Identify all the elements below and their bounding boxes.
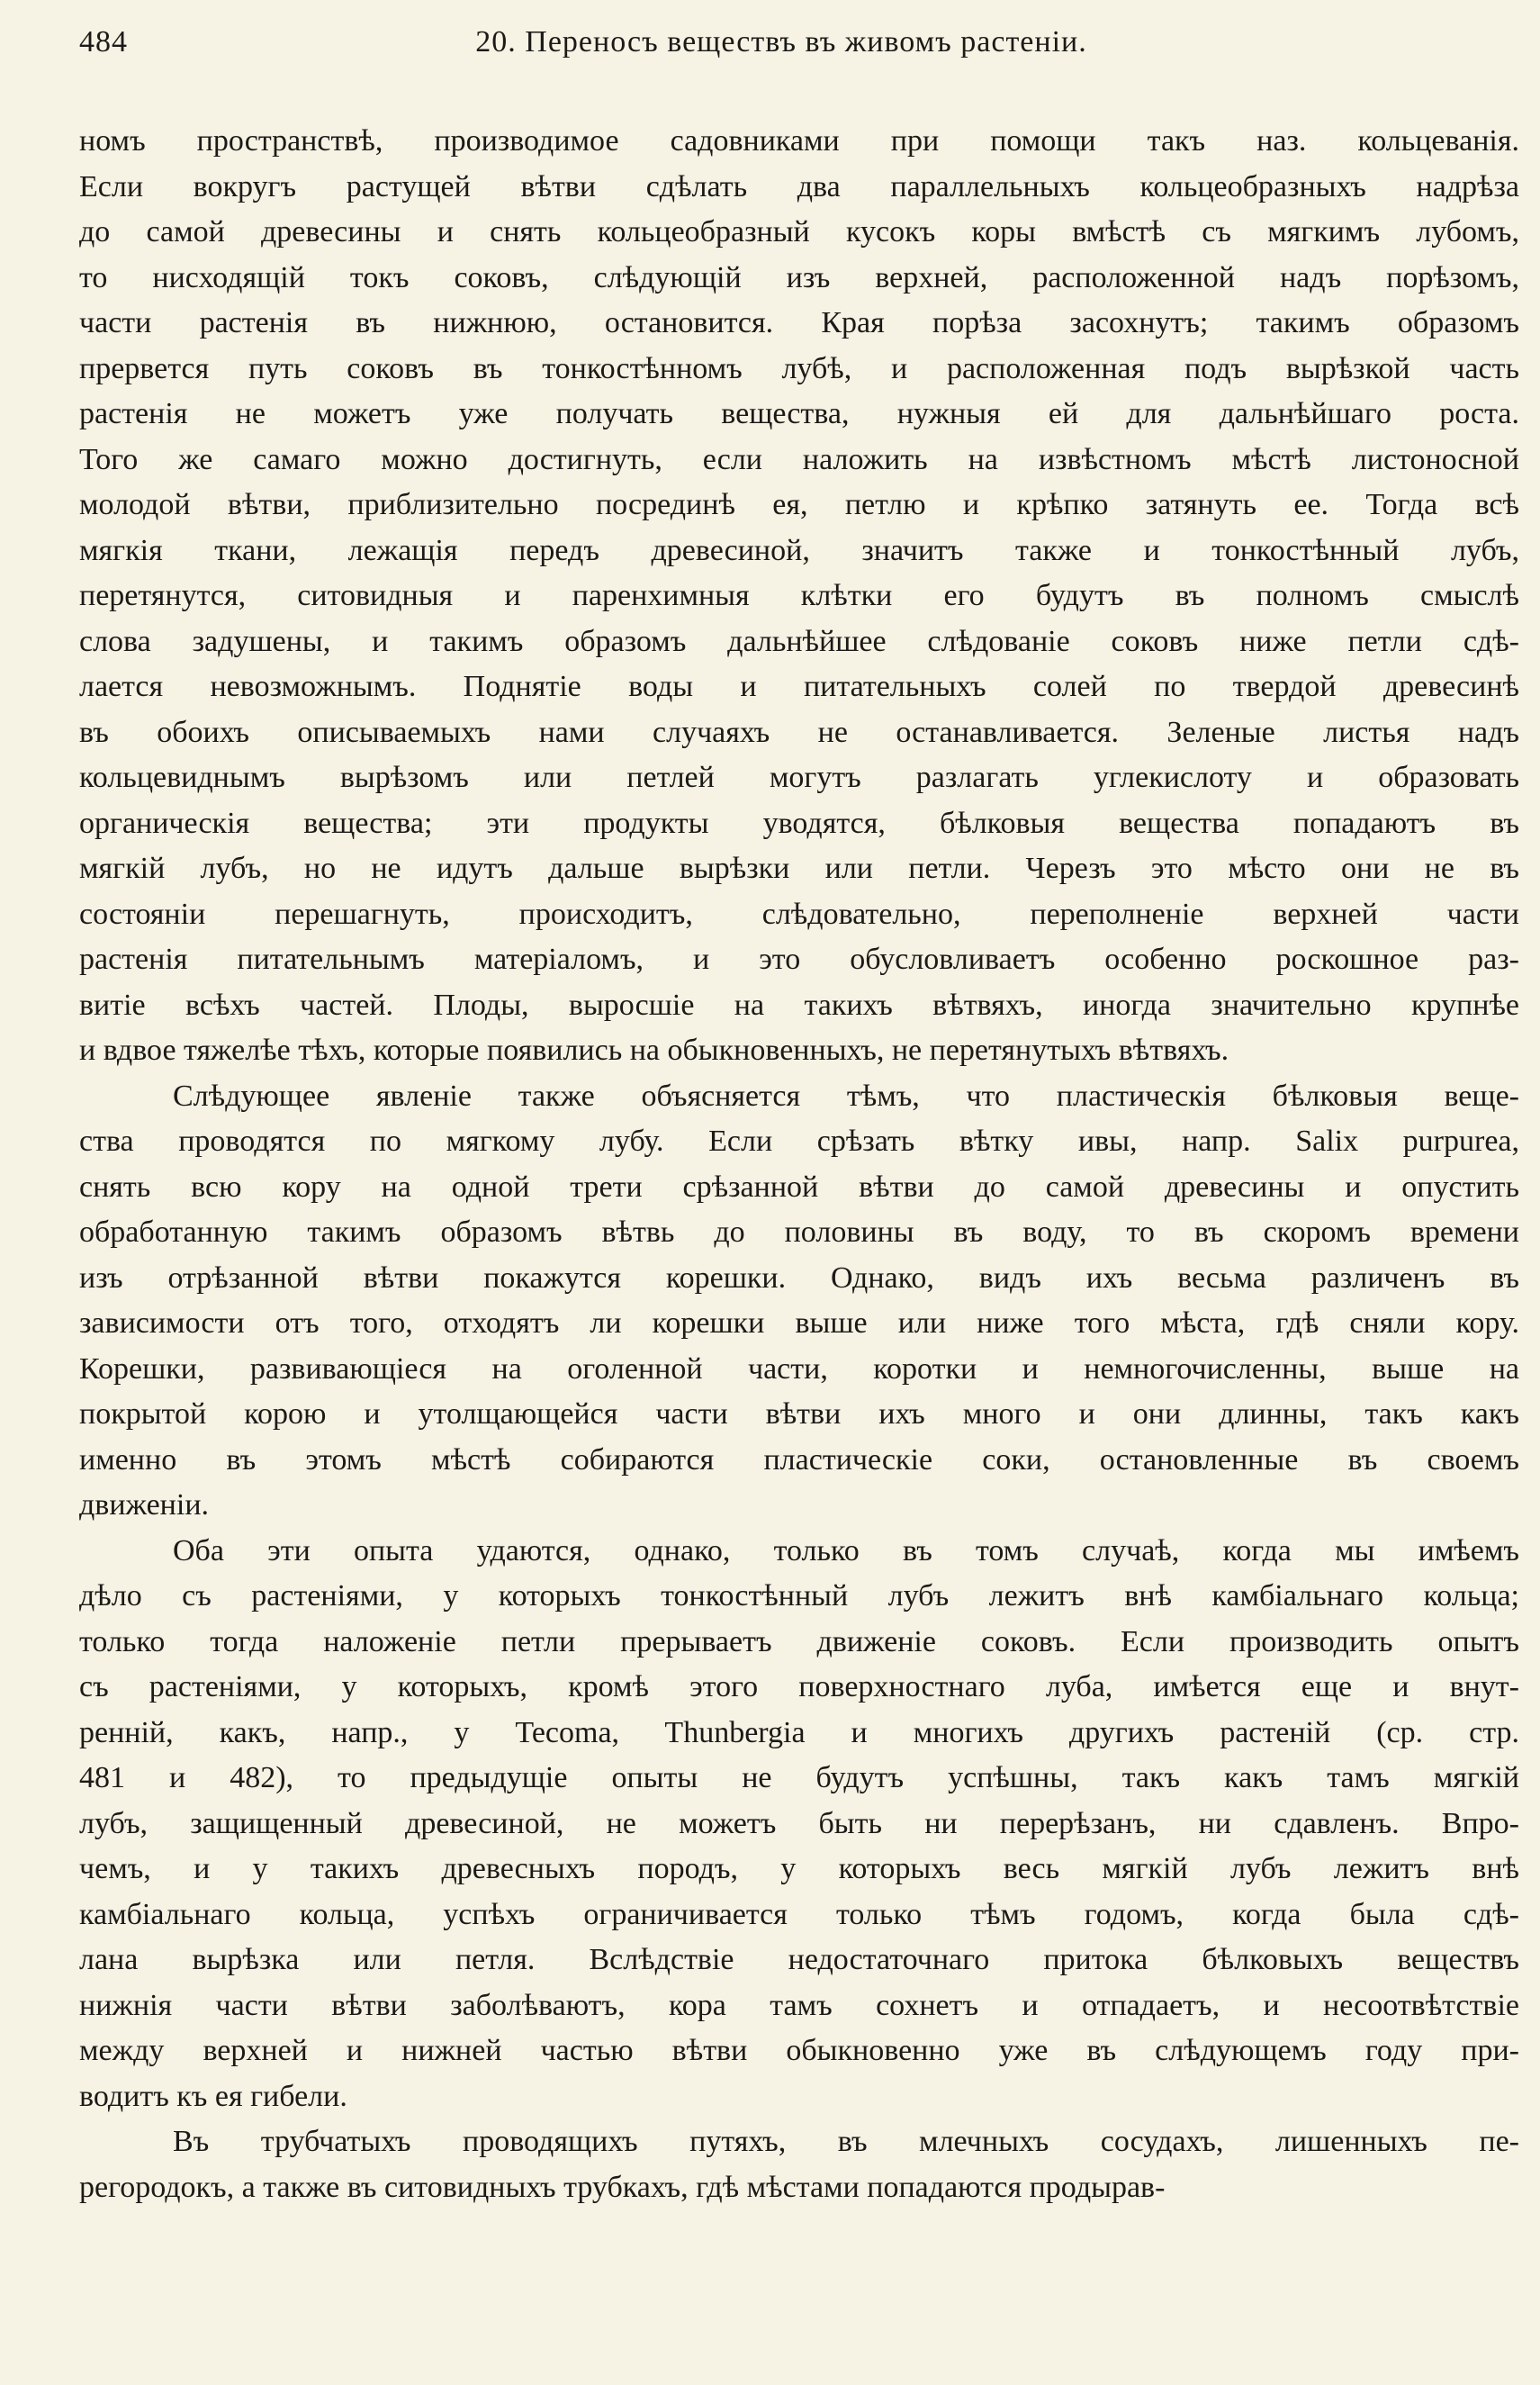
text-line: лубъ, защищенный древесиной, не можетъ быть ни перерѣзанъ, ни сдавленъ. Впро-: [79, 1806, 1519, 1840]
text-line: растенія питательнымъ матеріаломъ, и это обусловливаетъ особенно роскошное раз-: [79, 943, 1519, 976]
text-line: перетянутся, ситовидныя и паренхимныя клѣтки его будутъ въ полномъ смыслѣ: [79, 579, 1519, 612]
text-line: Корешки, развивающіеся на оголенной части, коротки и немногочисленны, выше на: [79, 1351, 1519, 1386]
text-line: ства проводятся по мягкому лубу. Если срѣзать вѣтку ивы, напр. Salix purpurea,: [79, 1125, 1519, 1158]
text-line: снять всю кору на одной трети срѣзанной вѣтви до самой древесины и опустить: [79, 1170, 1519, 1204]
page-number: 484: [79, 25, 128, 59]
text-line: между верхней и нижней частью вѣтви обыкновенно уже въ слѣдующемъ году при-: [79, 2034, 1519, 2067]
text-line: и вдвое тяжелѣе тѣхъ, которые появились на обыкновенныхъ, не перетянутыхъ вѣтвяхъ.: [79, 1034, 1229, 1067]
text-line: лается невозможнымъ. Поднятіе воды и питательныхъ солей по твердой древесинѣ: [79, 670, 1519, 703]
text-line: обработанную такимъ образомъ вѣтвь до половины въ воду, то въ скоромъ времени: [79, 1215, 1519, 1249]
text-line: до самой древесины и снять кольцеобразный кусокъ коры вмѣстѣ съ мягкимъ лубомъ,: [79, 215, 1519, 248]
text-line: витіе всѣхъ частей. Плоды, выросшіе на такихъ вѣтвяхъ, иногда значительно крупнѣе: [79, 988, 1519, 1022]
text-line: зависимости отъ того, отходятъ ли корешки выше или ниже того мѣста, гдѣ сняли кору.: [79, 1306, 1519, 1340]
text-line: состояніи перешагнуть, происходитъ, слѣдовательно, переполненіе верхней части: [79, 897, 1519, 931]
text-line: мягкія ткани, лежащія передъ древесиной, значитъ также и тонкостѣнный лубъ,: [79, 533, 1519, 567]
text-line: Слѣдующее явленіе также объясняется тѣмъ, что пластическія бѣлковыя веще-: [173, 1079, 1519, 1113]
text-line: то нисходящій токъ соковъ, слѣдующій изъ верхней, расположенной надъ порѣзомъ,: [79, 260, 1519, 294]
text-line: 481 и 482), то предыдущіе опыты не будутъ успѣшны, такъ какъ тамъ мягкій: [79, 1761, 1519, 1794]
text-line: Если вокругъ растущей вѣтви сдѣлать два параллельныхъ кольцеобразныхъ надрѣза: [79, 169, 1519, 203]
text-line: именно въ этомъ мѣстѣ собираются пластическіе соки, остановленные въ своемъ: [79, 1442, 1519, 1477]
text-line: дѣло съ растеніями, у которыхъ тонкостѣнный лубъ лежитъ внѣ камбіальнаго кольца;: [79, 1579, 1519, 1613]
page-header: [79, 25, 1483, 79]
text-line: камбіальнаго кольца, успѣхъ ограничивается только тѣмъ годомъ, когда была сдѣ-: [79, 1897, 1519, 1931]
text-line: номъ пространствѣ, производимое садовниками при помощи такъ наз. кольцеванія.: [79, 124, 1519, 158]
text-line: только тогда наложеніе петли прерываетъ движеніе соковъ. Если производить опытъ: [79, 1624, 1519, 1658]
text-line: въ обоихъ описываемыхъ нами случаяхъ не останавливается. Зеленые листья надъ: [79, 715, 1519, 749]
text-line: части растенія въ нижнюю, остановится. Края порѣза засохнутъ; такимъ образомъ: [79, 306, 1519, 339]
text-line: изъ отрѣзанной вѣтви покажутся корешки. Однако, видъ ихъ весьма различенъ въ: [79, 1260, 1519, 1295]
paragraph: [79, 2119, 1519, 2210]
paragraph: [79, 1074, 1519, 1529]
paragraph: [79, 1529, 1519, 2120]
text-line: прервется путь соковъ въ тонкостѣнномъ лубѣ, и расположенная подъ вырѣзкой часть: [79, 351, 1519, 385]
text-line: Оба эти опыта удаются, однако, только въ томъ случаѣ, когда мы имѣемъ: [173, 1533, 1519, 1567]
text-line: молодой вѣтви, приблизительно посрединѣ ея, петлю и крѣпко затянуть ее. Тогда всѣ: [79, 488, 1519, 521]
text-line: покрытой корою и утолщающейся части вѣтви ихъ много и они длинны, такъ какъ: [79, 1397, 1519, 1431]
running-head: 20. Переносъ веществъ въ живомъ растеніи.: [475, 25, 1087, 59]
text-line: слова задушены, и такимъ образомъ дальнѣйшее слѣдованіе соковъ ниже петли сдѣ-: [79, 624, 1519, 658]
text-line: чемъ, и у такихъ древесныхъ породъ, у которыхъ весь мягкій лубъ лежитъ внѣ: [79, 1852, 1519, 1885]
text-line: Въ трубчатыхъ проводящихъ путяхъ, въ млечныхъ сосудахъ, лишенныхъ пе-: [173, 2125, 1519, 2158]
text-line: кольцевиднымъ вырѣзомъ или петлей могутъ разлагать углекислоту и образовать: [79, 761, 1519, 794]
text-line: мягкій лубъ, но не идутъ дальше вырѣзки или петли. Черезъ это мѣсто они не въ: [79, 852, 1519, 885]
text-line: движеніи.: [79, 1488, 210, 1522]
text-line: лана вырѣзка или петля. Вслѣдствіе недостаточнаго притока бѣлковыхъ веществъ: [79, 1943, 1519, 1976]
paragraph: [79, 119, 1519, 1074]
text-line: водитъ къ ея гибели.: [79, 2079, 347, 2113]
text-line: регородокъ, а также въ ситовидныхъ трубкахъ, гдѣ мѣстами попадаются продырав-: [79, 2170, 1166, 2204]
text-line: растенія не можетъ уже получать вещества, нужныя ей для дальнѣйшаго роста.: [79, 397, 1519, 430]
text-line: нижнія части вѣтви заболѣваютъ, кора тамъ сохнетъ и отпадаетъ, и несоотвѣтствіе: [79, 1988, 1519, 2022]
text-line: съ растеніями, у которыхъ, кромѣ этого поверхностнаго луба, имѣется еще и внут-: [79, 1670, 1519, 1703]
text-line: Того же самаго можно достигнуть, если наложить на извѣстномъ мѣстѣ листоносной: [79, 442, 1519, 476]
text-line: органическія вещества; эти продукты уводятся, бѣлковыя вещества попадаютъ въ: [79, 806, 1519, 840]
text-line: ренній, какъ, напр., у Tecoma, Thunbergia и многихъ другихъ растеній (ср. стр.: [79, 1715, 1519, 1749]
body-text: [79, 119, 1519, 2210]
